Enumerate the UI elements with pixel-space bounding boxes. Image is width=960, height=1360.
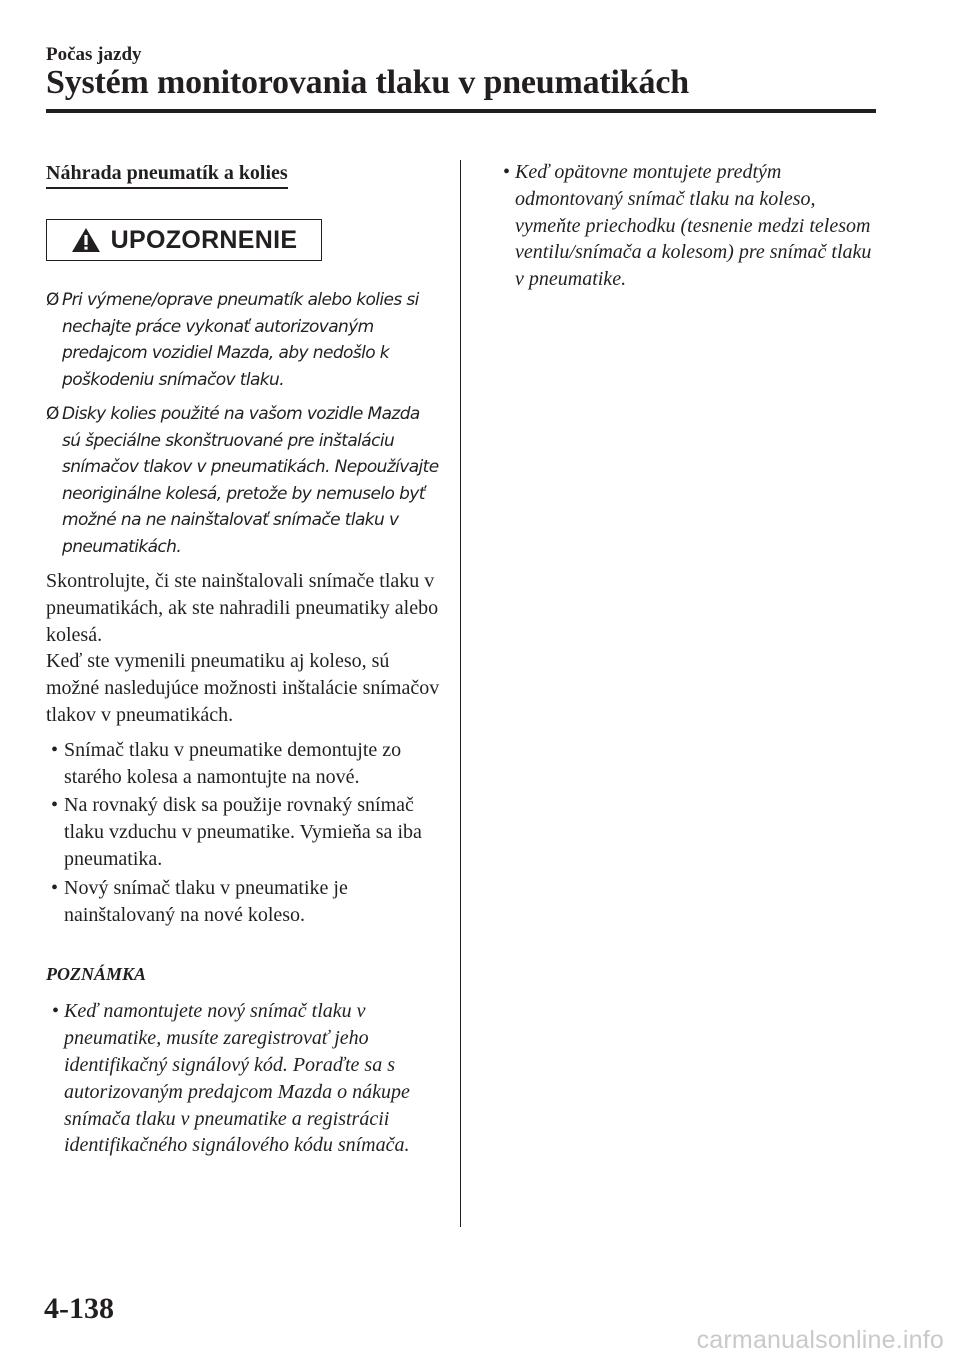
note-item: [46, 998, 441, 1159]
right-column: [497, 158, 877, 293]
title-rule: [46, 109, 876, 113]
subheading: Náhrada pneumatík a kolies: [46, 161, 288, 189]
caution-text: Pri výmene/oprave pneumatík alebo kolies si nechajte práce vykonať autorizovaným predajcom vozidiel Mazda, aby nedošlo k poškodeniu snímačov tlaku.: [62, 290, 419, 390]
section-label: Počas jazdy: [46, 44, 142, 65]
watermark: carmanualsonline.info: [696, 1326, 944, 1354]
left-column: [46, 158, 441, 1159]
bullet-list: [46, 737, 441, 929]
note-list: [497, 159, 877, 293]
note-heading: POZNÁMKA: [46, 964, 147, 985]
caution-marker-icon: Ø: [46, 290, 59, 310]
note-list: [46, 998, 441, 1159]
caution-box: [46, 219, 322, 261]
warning-triangle-icon: [71, 227, 101, 253]
bullet-icon: •: [51, 794, 59, 817]
caution-label: UPOZORNENIE: [110, 225, 298, 254]
page-number: 4-138: [44, 1292, 114, 1325]
list-item-text: Nový snímač tlaku v pneumatike je nainštalovaný na nové koleso.: [64, 876, 348, 926]
column-divider: [460, 160, 461, 1227]
caution-marker-icon: Ø: [46, 404, 59, 424]
note-item: [497, 159, 877, 293]
note-text: Keď opätovne montujete predtým odmontovaný snímač tlaku na koleso, vymeňte priechodku (tesnenie medzi telesom ventilu/snímača a kolesom) pre snímač tlaku v pneumatike.: [515, 161, 872, 291]
bullet-icon: •: [51, 876, 59, 899]
caution-item: [46, 287, 441, 393]
caution-item: [46, 401, 441, 560]
body-paragraph: Keď ste vymenili pneumatiku aj koleso, sú možné nasledujúce možnosti inštalácie snímačov tlakov v pneumatikách.: [46, 650, 440, 726]
list-item-text: Snímač tlaku v pneumatike demontujte zo starého kolesa a namontujte na nové.: [64, 738, 402, 788]
caution-text: Disky kolies použité na vašom vozidle Mazda sú špeciálne skonštruované pre inštaláciu snímačov tlakov v pneumatikách. Nepoužívajte neoriginálne kolesá, pretože by nemuselo byť možné na ne nainštalovať snímače tlaku v pneumatikách.: [62, 404, 439, 557]
bullet-icon: •: [52, 1000, 60, 1023]
list-item: [46, 737, 441, 791]
body-paragraph: Skontrolujte, či ste nainštalovali snímače tlaku v pneumatikách, ak ste nahradili pneumatiky alebo kolesá.: [46, 570, 439, 646]
bullet-icon: •: [503, 161, 511, 183]
list-item-text: Na rovnaký disk sa použije rovnaký snímač tlaku vzduchu v pneumatike. Vymieňa sa iba pneumatika.: [64, 794, 422, 870]
page-title: Systém monitorovania tlaku v pneumatikách: [46, 64, 689, 101]
list-item: [46, 792, 441, 872]
caution-list: [46, 287, 441, 560]
bullet-icon: •: [51, 738, 59, 761]
list-item: [46, 875, 441, 929]
note-text: Keď namontujete nový snímač tlaku v pneumatike, musíte zaregistrovať jeho identifikačný signálový kód. Poraďte sa s autorizovaným predajcom Mazda o nákupe snímača tlaku v pneumatike a registrácii identifikačného signálového kódu snímača.: [64, 1000, 410, 1157]
